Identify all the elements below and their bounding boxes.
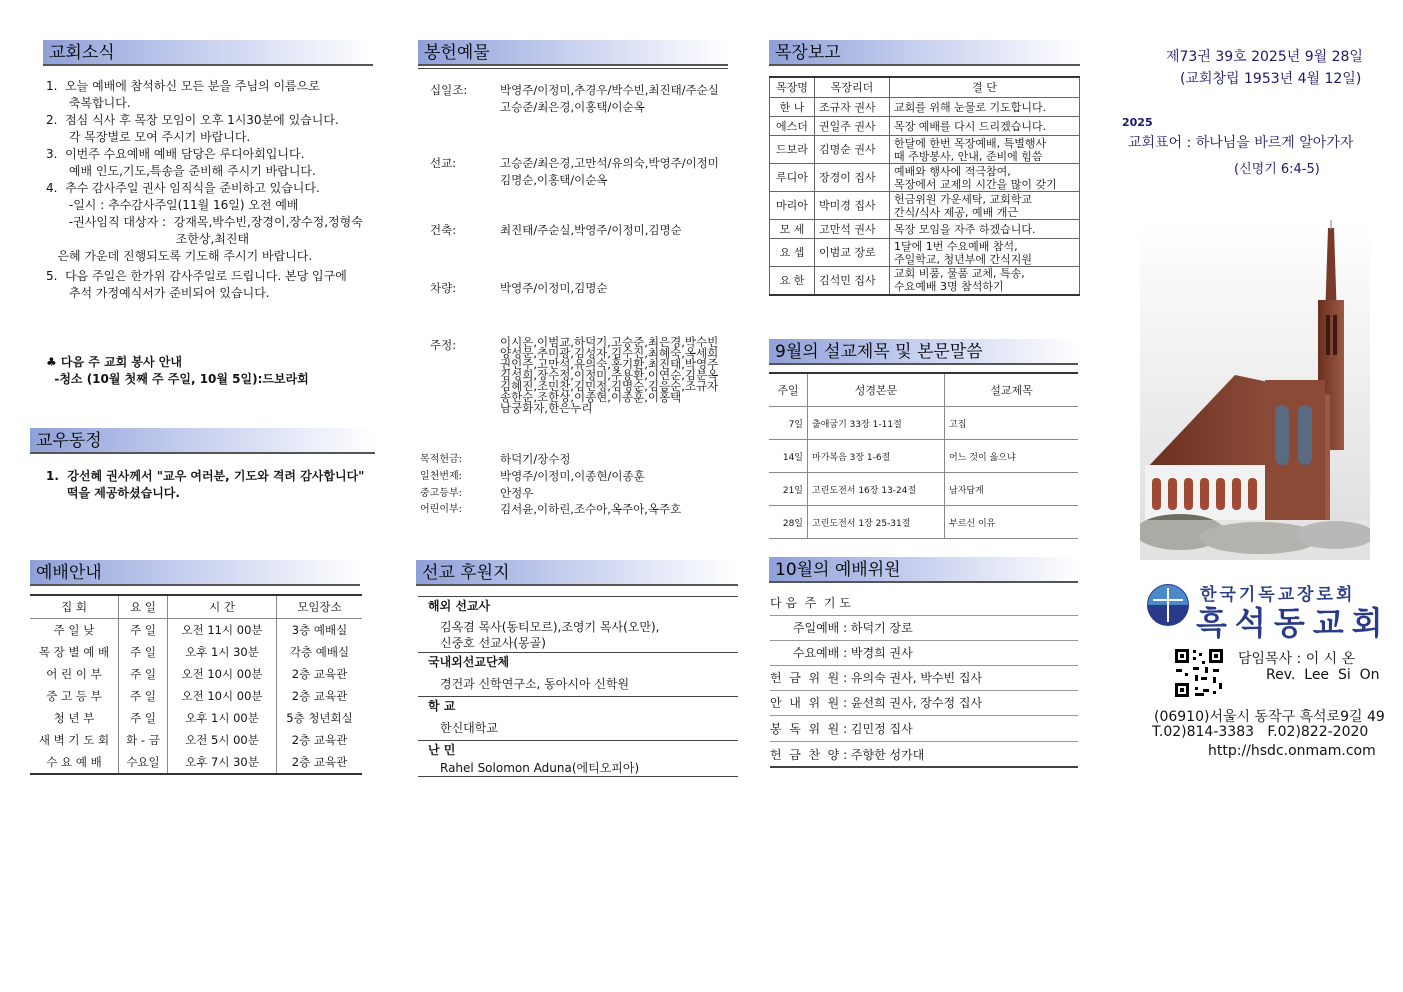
church-news-item-1: 1. 오늘 예배에 참석하신 모든 분을 주님의 이름으로 축복합니다.: [46, 79, 320, 110]
sermons-title: 9월의 설교제목 및 본문말씀: [769, 339, 1078, 365]
report-cell: 목장 예배를 다시 드리겠습니다.: [890, 117, 1080, 136]
offering-value: 이시온,이범교,하덕기,고승준,최은경,박수빈 양성문,추미광,김성자,김수진,최혜숙,옥세희 권인주,고만석,유의숙,홍기환,최진태,박영주 김성희,장수정,이정미,주용환,이연순,김분옥 김혜진,조민찬,김민정,김명순,김음순,조규자 송한순,조한상,이종현,이종훈,이홍택 남궁화자,한은누리: [500, 335, 719, 415]
offering-label: 일천번제:: [420, 471, 463, 482]
worship-cell: 3층 예배실: [291, 623, 348, 637]
denomination-name: 한국기독교장로회: [1200, 585, 1356, 605]
church-motto: 교회표어 : 하나님을 바르게 알아가자: [1128, 135, 1354, 151]
worship-guide-title: 예배안내: [30, 560, 360, 586]
report-cell: 고만석 권사: [815, 220, 890, 239]
list-item: 헌 금 찬 양 : 주향한 성가대: [770, 743, 1078, 768]
church-news-item-4: 4. 추수 감사주일 권사 임직식을 준비하고 있습니다. -일시 : 추수감사주일(11월 16일) 오전 예배 -권사임직 대상자 : 강재목,박수빈,장경이,장수정,정형숙 조한상,최진태 은혜 가운데 진행되도록 기도해 주시기 바랍니다.: [46, 181, 363, 263]
worship-header-meeting: 집 회: [30, 595, 119, 619]
offering-value: 박영주/이정미,추경우/박수빈,최진태/주순실 고승준/최은경,이홍택/이순옥: [500, 83, 719, 114]
table-row: [30, 729, 362, 751]
mission-heading: 해외 선교사: [418, 596, 738, 614]
worship-cell: 주 일: [119, 641, 168, 663]
sermon-cell: 고집: [945, 407, 1079, 440]
report-cell: 마리아: [770, 192, 815, 220]
worship-table: [30, 594, 362, 775]
report-cell: 장경이 집사: [815, 164, 890, 192]
cell-report-title: 목장보고: [769, 40, 1080, 66]
worship-cell: 2층 교육관: [291, 667, 348, 681]
worship-cell: 화 - 금: [119, 729, 168, 751]
worship-header-place: 모임장소: [277, 595, 363, 619]
october-staff-title: 10월의 예배위원: [769, 557, 1078, 583]
report-cell: 1달에 1번 수요예배 참석, 주일학교, 청년부에 간식지원: [890, 239, 1080, 267]
motto-reference: (신명기 6:4-5): [1234, 162, 1320, 177]
worship-cell: 오전 11시 00분: [168, 619, 277, 642]
report-cell: 헌금위원 가운세탁, 교회학교 간식/식사 제공, 예배 개근: [890, 192, 1080, 220]
sermon-cell: 남자답게: [945, 473, 1079, 506]
sermon-cell: 28일: [769, 506, 808, 539]
list-item: 봉 독 위 원 : 김민정 집사: [770, 717, 1078, 742]
list-item: 헌 금 위 원 : 유의숙 권사, 박수빈 집사: [770, 666, 1078, 691]
denomination-logo-icon: [1145, 582, 1191, 628]
mission-value: 경건과 신학연구소, 동아시아 신학원: [440, 677, 630, 691]
offering-label: 차량:: [430, 281, 457, 295]
list-item: 안 내 위 원 : 윤선희 권사, 장수정 집사: [770, 691, 1078, 716]
offering-label: 선교:: [430, 156, 457, 170]
mission-heading: 학 교: [418, 696, 738, 714]
pastor-korean: 담임목사 : 이 시 온: [1238, 651, 1356, 667]
report-cell: 교회를 위해 눈물로 기도합니다.: [890, 98, 1080, 117]
church-news-item-2: 2. 점심 식사 후 목장 모임이 오후 1시30분에 있습니다. 각 목장별로 모여 주시기 바랍니다.: [46, 113, 339, 144]
offerings-title: 봉헌예물: [418, 40, 728, 66]
report-cell: 김석민 집사: [815, 267, 890, 295]
worship-cell: 어 린 이 부: [30, 663, 119, 685]
offering-label: 십일조:: [430, 83, 468, 97]
mission-heading: 국내외선교단체: [418, 652, 738, 670]
report-cell: 이범교 장로: [815, 239, 890, 267]
report-header-leader: 목장리더: [815, 77, 890, 98]
year-label: 2025: [1122, 116, 1153, 129]
qr-code-icon: [1173, 647, 1225, 699]
report-cell: 에스더: [770, 117, 815, 136]
report-cell: 모 세: [770, 220, 815, 239]
table-row: [770, 136, 1080, 164]
sermon-cell: 출애굽기 33장 1-11절: [808, 407, 945, 440]
church-address: (06910)서울시 동작구 흑석로9길 49: [1154, 709, 1385, 725]
report-cell: 목장 모임을 자주 하겠습니다.: [890, 220, 1080, 239]
table-row: [770, 267, 1080, 295]
worship-cell: 중 고 등 부: [30, 685, 119, 707]
offering-label: 중고등부:: [420, 488, 463, 499]
sermon-cell: 고린도전서 1장 25-31절: [808, 506, 945, 539]
sermon-cell: 7일: [769, 407, 808, 440]
sermon-cell: 14일: [769, 440, 808, 473]
report-header-decision: 결 단: [890, 77, 1080, 98]
missions-title: 선교 후원지: [416, 560, 738, 586]
table-row: [30, 707, 362, 729]
sermon-cell: 부르신 이유: [945, 506, 1079, 539]
report-cell: 예배와 행사에 적극참여, 목장에서 교제의 시간을 많이 갖기: [890, 164, 1080, 192]
report-header-cell: 목장명: [770, 77, 815, 98]
offering-label: 건축:: [430, 223, 457, 237]
worship-cell: 주 일: [119, 619, 168, 642]
table-row: [769, 440, 1078, 473]
table-row: [770, 164, 1080, 192]
table-row: [770, 239, 1080, 267]
worship-cell: 오후 1시 30분: [168, 641, 277, 663]
worship-cell: 주 일 낮: [30, 619, 119, 642]
sermon-header-scripture: 성경본문: [808, 373, 945, 407]
cell-report-table: [769, 76, 1080, 296]
church-news-title: 교회소식: [43, 40, 373, 66]
divider: [418, 68, 728, 69]
worship-cell: 2층 교육관: [291, 689, 348, 703]
offering-value: 안정우: [500, 486, 534, 500]
sermons-table: [769, 372, 1078, 539]
list-item: 다 음 주 기 도: [770, 591, 1078, 616]
church-website[interactable]: http://hsdc.onmam.com: [1208, 743, 1376, 759]
table-row: [770, 98, 1080, 117]
worship-cell: 오전 10시 00분: [168, 685, 277, 707]
report-cell: 박미경 집사: [815, 192, 890, 220]
sermon-cell: 21일: [769, 473, 808, 506]
mission-heading: 난 민: [418, 740, 738, 758]
worship-cell: 주 일: [119, 685, 168, 707]
list-item: 수요예배 : 박경희 권사: [770, 641, 1078, 666]
divider: [418, 776, 738, 777]
mission-value: 김옥겸 목사(동티모르),조영기 목사(오만), 신중호 선교사(몽골): [440, 620, 660, 650]
mission-value: 한신대학교: [440, 721, 498, 735]
table-row: [770, 192, 1080, 220]
offering-value: 박영주/이정미,이종현/이종훈: [500, 469, 645, 483]
offering-value: 박영주/이정미,김명순: [500, 281, 608, 295]
worship-header-day: 요 일: [119, 595, 168, 619]
worship-cell: 청 년 부: [30, 707, 119, 729]
worship-cell: 주 일: [119, 707, 168, 729]
offering-value: 하덕기/장수정: [500, 452, 571, 466]
church-building-image: [1140, 220, 1370, 560]
mission-value: Rahel Solomon Aduna(에티오피아): [440, 761, 640, 775]
report-cell: 요 한: [770, 267, 815, 295]
worship-cell: 오전 10시 00분: [168, 663, 277, 685]
table-row: [30, 685, 362, 707]
worship-cell: 2층 교육관: [291, 733, 348, 747]
offering-label: 주정:: [430, 338, 457, 352]
table-row: [770, 220, 1080, 239]
offering-value: 고승준/최은경,고만석/유의숙,박영주/이정미 김명순,이홍택/이순옥: [500, 156, 719, 187]
pastor-english: Rev. Lee Si On: [1266, 667, 1380, 683]
worship-header-time: 시 간: [168, 595, 277, 619]
report-cell: 조규자 권사: [815, 98, 890, 117]
service-notice: ♣ 다음 주 교회 봉사 안내 -청소 (10월 첫째 주 주일, 10월 5일):드보라회: [46, 355, 309, 386]
report-cell: 김명순 권사: [815, 136, 890, 164]
table-row: [769, 473, 1078, 506]
sermon-header-title: 설교제목: [945, 373, 1079, 407]
worship-cell: 주 일: [119, 663, 168, 685]
table-row: [769, 407, 1078, 440]
worship-cell: 2층 교육관: [277, 751, 363, 774]
sermon-cell: 어느 것이 옳으냐: [945, 440, 1079, 473]
offering-label: 어린이부:: [420, 504, 463, 515]
issue-info: 제73권 39호 2025년 9월 28일: [1166, 49, 1363, 65]
church-news-item-3: 3. 이번주 수요예배 예배 담당은 루디아회입니다. 예배 인도,기도,특송을 준비해 주시기 바랍니다.: [46, 147, 316, 178]
worship-cell: 오후 1시 00분: [168, 707, 277, 729]
offering-label: 목적헌금:: [420, 454, 463, 465]
sermon-header-sunday: 주일: [769, 373, 808, 407]
report-cell: 권일주 권사: [815, 117, 890, 136]
table-row: [769, 506, 1078, 539]
worship-cell: 5층 청년회실: [286, 711, 353, 725]
worship-cell: 목 장 별 예 배: [30, 641, 119, 663]
worship-cell: 각층 예배실: [289, 645, 350, 659]
sermon-cell: 마가복음 3장 1-6절: [808, 440, 945, 473]
alumni-title: 교우동정: [30, 428, 375, 454]
report-cell: 요 셉: [770, 239, 815, 267]
worship-cell: 새 벽 기 도 회: [30, 729, 119, 751]
sermon-cell: 고린도전서 16장 13-24절: [808, 473, 945, 506]
worship-cell: 오전 5시 00분: [168, 729, 277, 751]
table-row: [30, 641, 362, 663]
offering-value: 김서윤,이하린,조수아,옥주아,옥주호: [500, 502, 682, 516]
church-phone: T.02)814-3383 F.02)822-2020: [1152, 724, 1369, 740]
report-cell: 루디아: [770, 164, 815, 192]
worship-cell: 수요일: [119, 751, 168, 774]
table-row: [770, 117, 1080, 136]
report-cell: 한 나: [770, 98, 815, 117]
church-name: 흑석동교회: [1196, 604, 1391, 642]
table-row: [30, 619, 362, 642]
list-item: 주일예배 : 하덕기 장로: [770, 616, 1078, 641]
worship-cell: 수 요 예 배: [30, 751, 119, 774]
offering-value: 최진태/주순실,박영주/이정미,김명순: [500, 223, 682, 237]
worship-cell: 오후 7시 30분: [168, 751, 277, 774]
report-cell: 교회 비품, 물품 교체, 특송, 수요예배 3명 참석하기: [890, 267, 1080, 295]
report-cell: 드보라: [770, 136, 815, 164]
table-row: [30, 663, 362, 685]
report-cell: 한달에 한번 목장예배, 특별행사 때 주방봉사, 안내, 준비에 힘씀: [890, 136, 1080, 164]
alumni-text: 1. 강선혜 권사께서 "교우 여러분, 기도와 격려 감사합니다" 떡을 제공하셨습니다.: [46, 469, 365, 500]
table-row: [30, 751, 362, 774]
founded-info: (교회창립 1953년 4월 12일): [1180, 71, 1362, 87]
church-news-item-5: 5. 다음 주일은 한가위 감사주일로 드립니다. 본당 입구에 추석 가정예식서가 준비되어 있습니다.: [46, 269, 347, 300]
